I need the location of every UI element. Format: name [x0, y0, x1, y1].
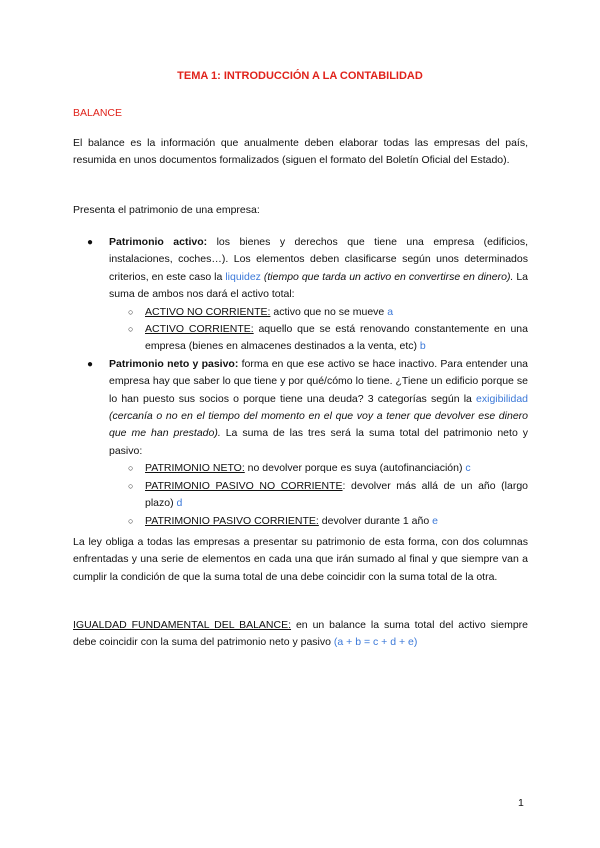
circle-bullet-icon: ○ — [128, 480, 134, 491]
sub-item-letter: a — [387, 305, 394, 318]
sub-list — [109, 460, 528, 530]
igualdad-text: en un balance la suma total del activo siempre debe coincidir con la suma del patrimonio neto y pasivo — [73, 619, 528, 649]
item-text-end: La suma de ambos nos dará el activo total: — [109, 270, 529, 301]
igualdad-term: IGUALDAD FUNDAMENTAL DEL BALANCE: — [73, 619, 292, 631]
circle-bullet-icon: ○ — [128, 515, 134, 526]
sub-item-letter: e — [432, 514, 438, 527]
paragraph-ley: La ley obliga a todas las empresas a presentar su patrimonio de esta forma, con dos columnas enfrentadas y una serie de elementos en cada una que irán sumado al final y que siempre van a cumplir la condición de que la suma total de una debe coincidir con la suma total de la otra. — [73, 536, 528, 583]
list-item-activo — [73, 234, 528, 356]
sub-list — [109, 304, 528, 356]
bullet-list — [73, 234, 528, 530]
item-italic: (tiempo que tarda un activo en convertirse en dinero). — [260, 270, 514, 283]
document-title: TEMA 1: INTRODUCCIÓN A LA CONTABILIDAD — [177, 70, 423, 82]
igualdad-formula: (a + b = c + d + e) — [333, 636, 418, 649]
sub-item-letter: c — [465, 462, 471, 475]
sub-item-text: activo que no se mueve — [270, 305, 388, 318]
keyword-liquidez: liquidez — [225, 270, 261, 283]
item-heading: Patrimonio activo: — [109, 236, 208, 248]
sub-item-text: aquello que se está renovando constantemente en una empresa (bienes en almacenes destinados a la venta, etc) — [145, 323, 528, 353]
sub-item-term: PATRIMONIO PASIVO NO CORRIENTE — [145, 479, 343, 492]
bullet-icon: ● — [87, 237, 94, 248]
sub-item-term: PATRIMONIO PASIVO CORRIENTE: — [145, 514, 319, 527]
paragraph-igualdad — [73, 617, 528, 652]
item-heading: Patrimonio neto y pasivo: — [109, 357, 239, 370]
circle-bullet-icon: ○ — [128, 306, 134, 317]
sub-item-term: ACTIVO CORRIENTE: — [145, 323, 254, 336]
keyword-exigibilidad: exigibilidad — [476, 392, 528, 405]
sub-item-text: : devolver más allá de un año (largo plazo) — [145, 479, 528, 510]
item-italic: (cercanía o no en el tiempo del momento en el que voy a tener que devolver ese dinero que me han prestado). — [109, 410, 528, 440]
item-text: forma en que ese activo se hace inactivo. Para entender una empresa hay que saber lo que tiene y por qué/cómo lo tiene. ¿Tiene un edificio porque se lo han puesto sus socios o porque tiene una deuda? 3 categorías según la — [109, 357, 529, 405]
paragraph-intro: El balance es la información que anualmente deben elaborar todas las empresas del país, resumida en unos documentos formalizados (siguen el formato del Boletín Oficial del Estado). — [73, 137, 528, 167]
sub-item-term: ACTIVO NO CORRIENTE: — [145, 305, 271, 318]
sub-item — [109, 321, 528, 356]
paragraph-patrimonio: Presenta el patrimonio de una empresa: — [73, 204, 260, 216]
list-item-neto-pasivo — [73, 356, 528, 530]
item-text: los bienes y derechos que tiene una empresa (edificios, instalaciones, coches…). Los elementos deben clasificarse según unos determinados criterios, en este caso la — [109, 236, 528, 283]
sub-item-text: no devolver porque es suya (autofinanciación) — [244, 462, 466, 475]
circle-bullet-icon: ○ — [128, 463, 134, 474]
sub-item — [109, 304, 528, 321]
circle-bullet-icon: ○ — [128, 324, 134, 335]
sub-item-letter: b — [419, 340, 426, 353]
page-number: 1 — [518, 797, 524, 809]
sub-item-term: PATRIMONIO NETO: — [145, 462, 245, 475]
sub-item — [109, 460, 528, 477]
sub-item — [109, 478, 528, 513]
sub-item-letter: d — [176, 497, 183, 510]
sub-item-text: devolver durante 1 año — [318, 514, 433, 527]
bullet-icon: ● — [87, 358, 94, 370]
section-heading: BALANCE — [73, 107, 123, 119]
sub-item — [109, 513, 528, 530]
item-text-end: La suma de las tres será la suma total del patrimonio neto y pasivo: — [109, 427, 528, 457]
